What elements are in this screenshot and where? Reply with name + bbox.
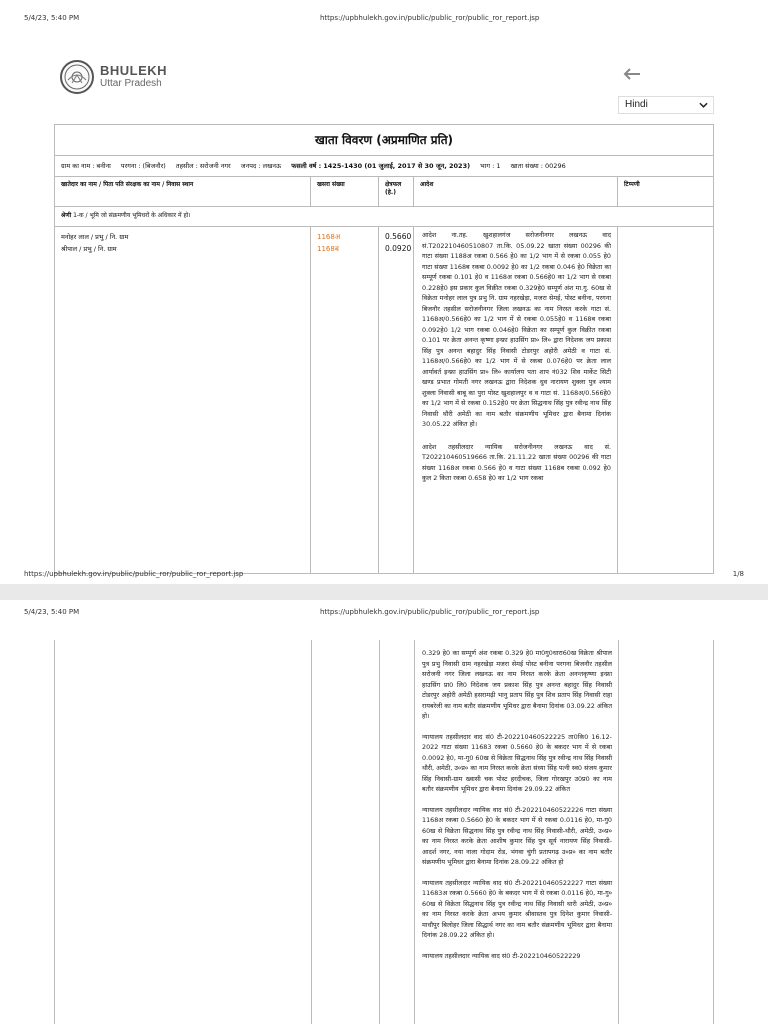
khasra-link[interactable]: 1168ब	[317, 245, 339, 253]
meta-fasli-label: फसली वर्ष :	[291, 162, 322, 170]
language-select[interactable]	[618, 96, 714, 114]
khasra-cell	[311, 226, 379, 574]
order-text: न्यायालय तहसीलदार न्यायिक वाद सं0 टी-202210460522227 गाटा संख्या 11683अ रकबा 0.5660 हे0 के बकदर भाग में से रकबा 0.0116 हे0, मा-गु० 60ख से विक्रेता सिद्धनाथ सिंह पुत्र रवीन्द्र नाथ सिंह निवासी थारी अमेठी, उ०प्र० का नाम निरस्त करके क्रेता अभय कुमार श्रीवास्तव पुत्र दिनेश कुमार निवासी- माधौपुर बिलोहर जिला सिद्धार्थ नगर का नाम बतौर संक्रमणीय भूमिधर द्वारा बैनामा दिनांक 28.09.22 अंकित हो।	[422, 878, 612, 939]
col-area-header: क्षेत्रफल (हे.)	[379, 176, 414, 206]
order-cell	[414, 226, 618, 574]
meta-part: भाग : 1	[480, 162, 501, 170]
column-divider	[311, 640, 312, 1024]
column-divider	[379, 640, 380, 1024]
print-page-2	[0, 600, 768, 1024]
category-row	[55, 206, 713, 227]
order-text: न्यायालय तहसीलदार वाद सं0 टी-202210460522225 ता0कि0 16.12-2022 गाटा संख्या 11683 रकबा 0.5660 हे0 के बकदर भाग में से रकबा 0.0092 हे0, मा-गु0 60ख से विक्रेता सिद्धनाथ सिंह पुत्र रवीन्द्र नाथ सिंह निवासी थौरी, अमेठी, उ०प्र० का नाम निरस्त करके क्रेता संध्या सिंह पत्नी स्व0 संजय कुमार सिंह निवासी-ग्राम ख्वासी चक पोस्ट हरदीचक, जिला गोरखपुर उ0प्र0 का नाम बतौर संक्रमणीय भूमिधर द्वारा बैनामा दिनांक 29.09.22 अंकित	[422, 732, 612, 793]
print-datetime: 5/4/23, 5:40 PM	[24, 14, 80, 22]
language-select-value: Hindi	[625, 99, 648, 110]
owner-name: श्रीपाल / प्रभु / नि. ग्राम	[61, 245, 117, 253]
page-gap	[0, 584, 768, 600]
area-value: 0.0920	[385, 244, 412, 253]
brand-name: BHULEKH	[100, 63, 168, 78]
up-government-seal-icon	[60, 60, 94, 94]
print-datetime: 5/4/23, 5:40 PM	[24, 608, 80, 616]
col-khasra-header: खसरा संख्या	[311, 176, 379, 206]
category-text: 1-क / भूमि जो संक्रमणीय भूमिधरों के अधिकार में हो।	[73, 212, 191, 219]
table-header	[55, 176, 713, 207]
page-number: 1/8	[732, 570, 744, 578]
report-title: खाता विवरण (अप्रमाणित प्रति)	[55, 125, 713, 156]
owner-name: मनोहर लाल / प्रभु / नि. ग्राम	[61, 233, 129, 241]
order-text: न्यायालय तहसीलदार न्यायिक वाद सं0 टी-202210460522229	[422, 951, 581, 960]
order-text: न्यायालय तहसीलदार न्यायिक वाद सं0 टी-202210460522226 गाटा संख्या 1168अ रकबा 0.5660 हे0 के बकदर भाग में से रकबा 0.0116 हे0, मा-गु0 60ख से विक्रेता सिद्धनाथ सिंह पुत्र रवीन्द्र नाथ सिंह निवासी-थौरी, अमेठी, उ०प्र० का नाम निरस्त करके क्रेता आशीष कुमार सिंह पुत्र सूर्य नारायण सिंह निवासी-आदर्श नगर, नया नाला गोदाम रोड, भंगवा चुंगी प्रतापगढ़ उ०प्र० का नाम बतौर संक्रमणीय भूमिधर द्वारा बैनामा दिनांक 28.09.22 अंकित हो	[422, 805, 612, 866]
column-divider	[618, 640, 619, 1024]
khata-report-continued	[54, 640, 714, 1024]
back-arrow-icon[interactable]	[620, 66, 642, 82]
khata-report	[54, 124, 714, 574]
order-text: 0.329 हे0 का सम्पूर्ण अंश रकबा 0.329 हे0 मा0गु0धारा60ख विक्रेता श्रीपाल पुत्र प्रभु निवासी ग्राम नहरखेड़ा मजरा सेमई पोस्ट बनीना परगना बिजनौर तहसील सरोजनी नगर जिला लखनऊ का नाम निरस्त करके क्रेता अनन्तकृष्णा इन्फ्रा हाउसिंग प्रा0 लि0 निदेशक जय प्रकाश सिंह पुत्र अनन्त बहादुर सिंह निवासी टोडरपुर अहोरी अमेठी हसरामढ़ी भानु प्रताप सिंह पुत्र शिव प्रताप सिंह निवासी राहा रायबरेली का नाम बतौर संक्रमणीय भूमिधर द्वारा बैनामा दिनांक 03.09.22 अंकित हो।	[422, 649, 612, 720]
order-cell-continued	[414, 648, 618, 971]
order-text: आदेश ना.तह. खुशहालगंज सरोजनीनगर लखनऊ वाद सं.T202210460510807 ता.कि. 05.09.22 खाता संख्या 00296 की गाटा संख्या 1188अ रकबा 0.566 हे0 का 1/2 भाग में से रकबा 0.055 हे0 गाटा संख्या 1168ब रकबा 0.0092 हे0 का 1/2 रकबा 0.046 हे0 विक्रेता का सम्पूर्ण रकबा 0.101 हे0 व 1168अ रकबा 0.566हे0 का 1/2 भाग से रकबा 0.228हे0 इस प्रकार कुल विक्रीत रकबा 0.329हे0 सम्पूर्ण अंश मा.गु. 60ख से विक्रेता मनोहर लाल पुत्र प्रभु नि. ग्राम नहरखेड़ा, मजरा सेमई, पोस्ट बनीना, परगना बिजनौर तहसील सरोजनीनगर जिला लखनऊ का नाम निरस्त करके गाटा सं. 1168अ/0.566हे0 का 1/2 भाग में से रकबा 0.055हे0 व 1168ब रकबा 0.092हे0 1/2 भाग रकबा 0.046हे0 विक्रेता का सम्पूर्ण कुल विक्रीत रकबा 0.101 पर क्रेता अनन्त कृष्णा इन्फ्रा हाउसिंग प्रा० लि० द्वारा निदेशक जय प्रकाश सिंह पुत्र अनन्त बहादुर सिंह निवासी टोडरपुर अहोरी अमेठी व गाटा सं. 1168अ/0.566हे0 का 1/2 भाग में से रकबा 0.076हे0 पर क्रेता लाल आर्यावर्त इन्फ्रा हाउसिंग प्रा० लि० कार्यालय पता शाप नं032 शिव मार्केट सिटी खण्ड प्रभात गोमती नगर लखनऊ द्वारा निदेशक धुव नारायण शुक्ला पुत्र श्याम शुक्ला निवासी बाबू का पुरा पोस्ट खुशहालपुर व व गाटा सं. 1168अ/0.566हे0 का 1/2 भाग में से रकबा 0.152हे0 पर क्रेता सिद्धनाथ सिंह पुत्र रवीन्द्र नाथ सिंह निवासी थौरी अमेठी का नाम बतौर संक्रमणीय भूमिधर द्वारा बैनामा दिनांक 30.05.22 अंकित हो।	[422, 231, 611, 428]
print-url: https://upbhulekh.gov.in/public/public_ror/public_ror_report.jsp	[320, 608, 540, 616]
meta-khata: खाता संख्या : 00296	[510, 162, 566, 170]
khasra-link[interactable]: 1168अ	[317, 233, 341, 241]
print-url: https://upbhulekh.gov.in/public/public_ror/public_ror_report.jsp	[320, 14, 540, 22]
chevron-down-icon	[699, 102, 708, 108]
col-remark-header: टिप्पणी	[624, 181, 640, 188]
area-cell	[379, 226, 414, 574]
area-value: 0.5660	[385, 232, 412, 241]
brand-state: Uttar Pradesh	[100, 78, 162, 89]
category-label: श्रेणी	[61, 212, 72, 219]
meta-district: जनपद : लखनऊ	[240, 162, 282, 170]
footer-url: https://upbhulekh.gov.in/public/public_ror/public_ror_report.jsp	[24, 570, 244, 578]
table-body	[55, 226, 713, 574]
order-text: आदेश तहसीलदार न्यायिक सरोजनीनगर लखनऊ वाद सं. T202210460519666 ता.कि. 21.11.22 खाता संख्या 00296 की गाटा संख्या 1168अ रकबा 0.566 हे0 व गाटा संख्या 1168ब रकबा 0.092 हे0 कुल 2 किता रकबा 0.658 हे0 का 1/2 भाग रकबा	[422, 442, 611, 482]
meta-village: ग्राम का नाम : बनीना	[61, 162, 111, 170]
meta-pargana: परगना : (बिजनौर)	[120, 162, 166, 170]
owners-cell	[55, 226, 311, 574]
col-order-header: आदेश	[414, 176, 618, 206]
remark-cell	[618, 226, 715, 574]
meta-tehsil: तहसील : सरोजनी नगर	[175, 162, 231, 170]
meta-fasli-value: 1425-1430 (01 जुलाई, 2017 से 30 जून, 2023)	[323, 162, 471, 170]
col-owner-header: खातेदार का नाम / पिता पति संरक्षक का नाम / निवास स्थान	[55, 176, 311, 206]
report-meta	[55, 156, 713, 177]
